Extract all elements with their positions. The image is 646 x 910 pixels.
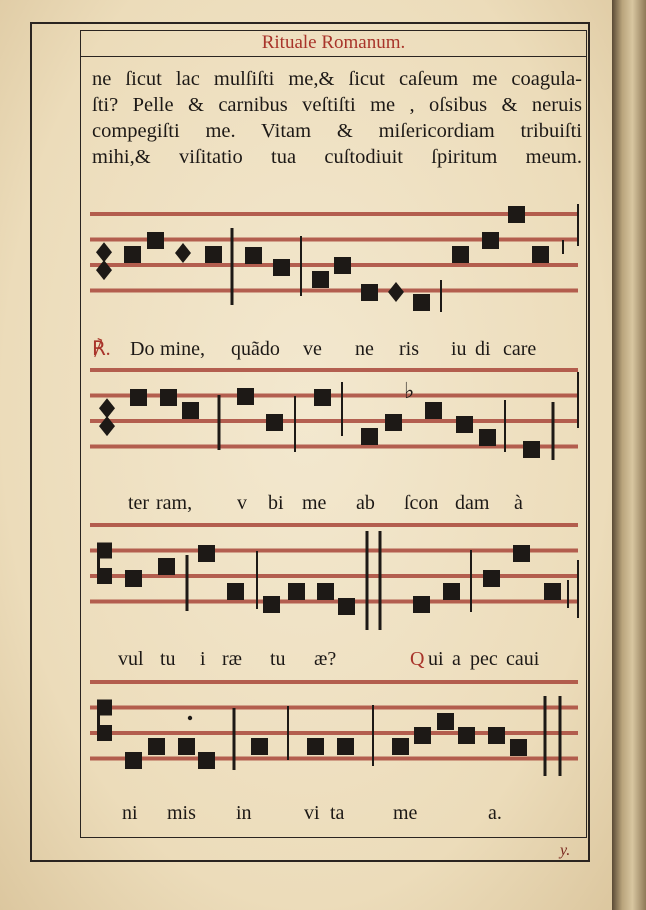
diamond-note [388,282,404,302]
lyric-syllable: a. [488,802,502,824]
dot-mark [188,716,192,720]
lyric-syllable: bi [268,492,284,514]
staff-line [90,368,578,372]
bar-line [504,400,506,452]
bar-line [544,696,547,776]
square-note [178,738,195,755]
square-note [317,583,334,600]
square-note [456,416,473,433]
square-note [125,752,142,769]
square-note [288,583,305,600]
bar-line [300,236,302,296]
staff-line [90,212,578,216]
lyric-syllable: Do [130,338,155,360]
lyric-syllable: ris [399,338,419,360]
square-note [182,402,199,419]
bar-line [372,705,374,766]
bar-line [231,228,234,305]
clef-icon [98,725,112,741]
text-line: mihi,& viſitatio tua cuſtodiuit ſpiritum meum. [92,146,582,168]
square-note [413,294,430,311]
square-note [361,428,378,445]
lyric-syllable: quãdo [231,338,280,360]
signature-mark: y. [560,842,571,859]
lyric-syllable: ℟. [92,338,111,360]
square-note [245,247,262,264]
lyric-syllable: ta [330,802,345,824]
lyric-syllable: ab [356,492,375,514]
square-note [523,441,540,458]
bar-line [366,531,369,630]
square-note [337,738,354,755]
square-note [130,389,147,406]
text-line: ne ſicut lac mulſiſti me,& ſicut caſeum me coagula- [92,68,582,90]
staff-line [90,757,578,761]
bar-line [470,550,472,612]
flat-sign: ♭ [404,379,415,404]
square-note [437,713,454,730]
lyric-syllable: ui [428,648,444,670]
lyric-syllable: in [236,802,252,824]
bar-line [562,240,564,254]
lyric-syllable: tu [270,648,286,670]
square-note [334,257,351,274]
lyric-syllable: mine, [160,338,205,360]
square-note [392,738,409,755]
square-note [198,545,215,562]
bar-line [577,372,579,428]
lyric-initial: Q [410,648,425,670]
diamond-note [99,398,115,418]
square-note [312,271,329,288]
staff-line [90,600,578,604]
lyric-syllable: pec [470,648,498,670]
lyric-syllable: à [514,492,523,514]
lyric-syllable: vul [118,648,144,670]
lyric-syllable: a [452,648,461,670]
square-note [413,596,430,613]
lyric-syllable: v [237,492,247,514]
square-note [513,545,530,562]
square-note [508,206,525,223]
lyric-syllable: mis [167,802,196,824]
square-note [307,738,324,755]
bar-line [256,551,258,609]
bar-line [218,395,221,450]
bar-line [552,402,555,460]
square-note [425,402,442,419]
diamond-note [175,243,191,263]
clef-icon [97,543,100,585]
square-note [532,246,549,263]
running-head: Rituale Romanum. [261,32,406,53]
square-note [458,727,475,744]
staff-line [90,680,578,684]
lyric-syllable: i [200,648,206,670]
bar-line [379,531,382,630]
square-note [160,389,177,406]
bar-line [577,204,579,246]
square-note [488,727,505,744]
square-note [338,598,355,615]
lyric-syllable: vi [304,802,320,824]
square-note [510,739,527,756]
staff-line [90,523,578,527]
square-note [483,570,500,587]
square-note [263,596,280,613]
square-note [158,558,175,575]
square-note [443,583,460,600]
square-note [361,284,378,301]
square-note [147,232,164,249]
text-line: ſti? Pelle & carnibus veſtiſti me , oſsibus & neruis [92,94,582,116]
bar-line [440,280,442,312]
lyric-syllable: care [503,338,537,360]
lyric-syllable: iu [451,338,467,360]
square-note [273,259,290,276]
bar-line [233,708,236,770]
square-note [544,583,561,600]
diamond-note [96,242,112,262]
bar-line [186,555,189,611]
lyric-syllable: di [475,338,491,360]
square-note [237,388,254,405]
bar-line [287,706,289,760]
lyric-syllable: ne [355,338,374,360]
bar-line [559,696,562,776]
square-note [251,738,268,755]
lyric-syllable: ni [122,802,138,824]
clef-icon [97,700,100,742]
square-note [482,232,499,249]
staff-line [90,549,578,553]
lyric-syllable: ter [128,492,150,514]
lyric-syllable: ræ [222,648,242,670]
lyric-syllable: æ? [314,648,337,670]
square-note [148,738,165,755]
lyric-syllable: tu [160,648,176,670]
lyric-syllable: caui [506,648,540,670]
square-note [227,583,244,600]
lyric-syllable: me [302,492,327,514]
square-note [314,389,331,406]
square-note [205,246,222,263]
staff-line [90,706,578,710]
square-note [125,570,142,587]
clef-icon [98,700,112,716]
text-line: compegiſti me. Vitam & miſericordiam tribuiſti [92,120,582,142]
lyric-syllable: ſcon [404,492,439,514]
lyric-syllable: dam [455,492,490,514]
bar-line [567,580,569,608]
square-note [124,246,141,263]
clef-icon [98,543,112,559]
lyric-syllable: ve [303,338,322,360]
bar-line [577,560,579,618]
square-note [479,429,496,446]
square-note [198,752,215,769]
bar-line [341,382,343,436]
bar-line [294,396,296,452]
square-note [414,727,431,744]
square-note [385,414,402,431]
staff-line [90,289,578,293]
lyric-syllable: me [393,802,418,824]
square-note [266,414,283,431]
clef-icon [98,568,112,584]
square-note [452,246,469,263]
lyric-syllable: ram, [156,492,193,514]
